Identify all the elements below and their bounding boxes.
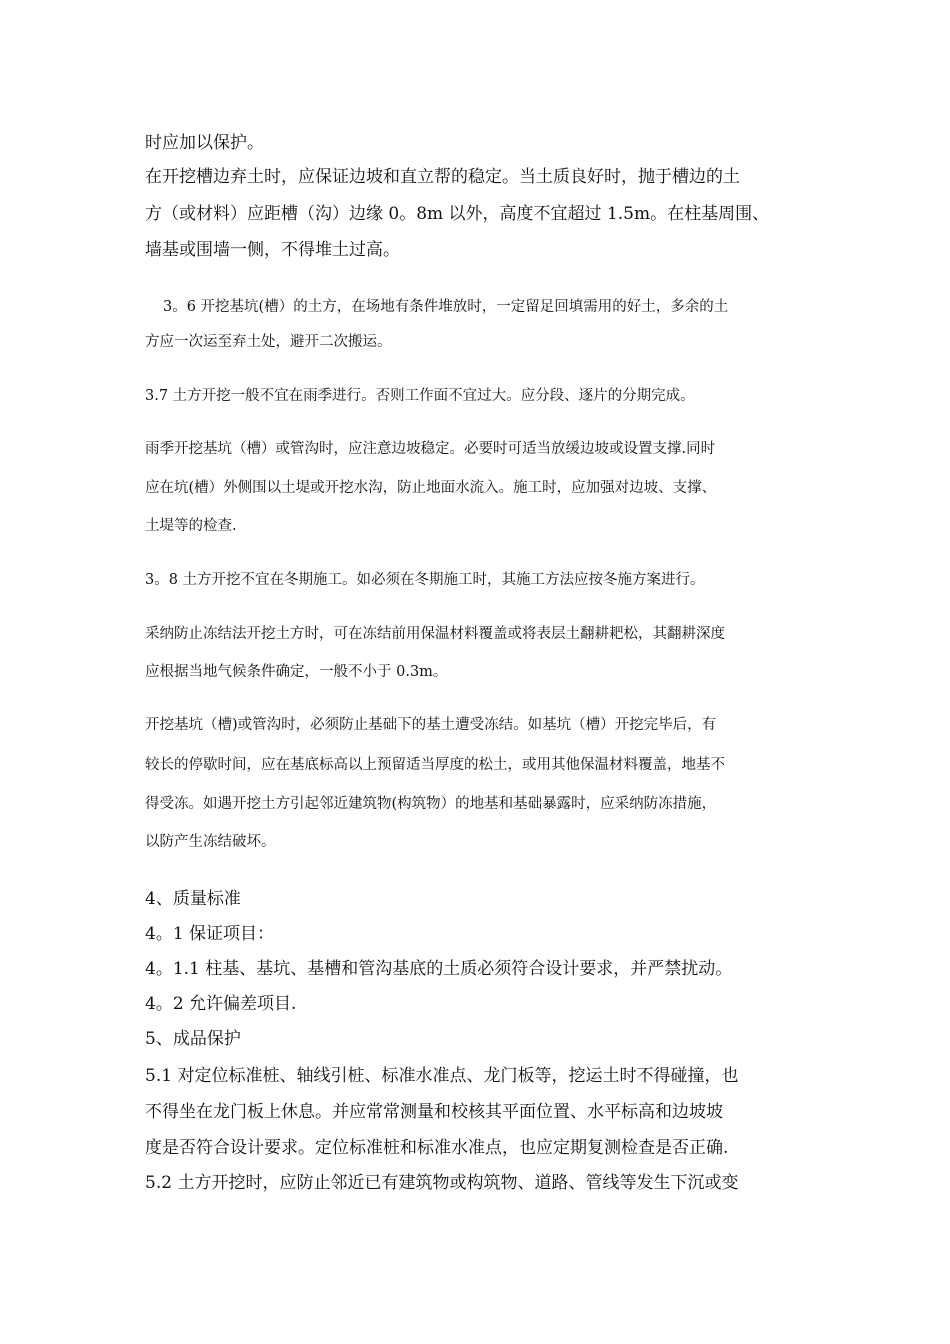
text-line: 雨季开挖基坑（槽）或管沟时，应注意边坡稳定。必要时可适当放缓边坡或设置支撑.同时 <box>145 441 716 457</box>
text-line: 3。6 开挖基坑(槽）的土方，在场地有条件堆放时，一定留足回填需用的好土，多余的土 <box>163 299 729 315</box>
section-heading: 5、成品保护 <box>145 1029 241 1049</box>
subsection-heading: 4。2 允许偏差项目. <box>145 994 297 1014</box>
text-line: 时应加以保护。 <box>145 133 264 153</box>
text-line: 开挖基坑（槽)或管沟时，必须防止基础下的基土遭受冻结。如基坑（槽）开挖完毕后，有 <box>145 717 717 733</box>
text-line: 以防产生冻结破坏。 <box>145 834 276 850</box>
text-line: 3。8 土方开挖不宜在冬期施工。如必须在冬期施工时，其施工方法应按冬施方案进行。 <box>145 572 705 588</box>
text-line: 5.1 对定位标准桩、轴线引桩、标准水准点、龙门板等，挖运土时不得碰撞，也 <box>145 1066 739 1086</box>
text-line: 不得坐在龙门板上休息。并应常常测量和校核其平面位置、水平标高和边坡坡 <box>145 1102 723 1122</box>
text-line: 方应一次运至弃土处，避开二次搬运。 <box>145 334 392 350</box>
text-line: 较长的停歇时间，应在基底标高以上预留适当厚度的松土，或用其他保温材料覆盖，地基不 <box>145 757 725 773</box>
text-line: 应根据当地气候条件确定，一般不小于 0.3m。 <box>145 664 448 680</box>
text-line: 3.7 土方开挖一般不宜在雨季进行。否则工作面不宜过大。应分段、逐片的分期完成。 <box>145 388 695 404</box>
section-heading: 4、质量标准 <box>145 889 241 909</box>
text-line: 土堤等的检查. <box>145 518 237 534</box>
text-line: 5.2 土方开挖时，应防止邻近已有建筑物或构筑物、道路、管线等发生下沉或变 <box>145 1173 739 1193</box>
text-line: 得受冻。如遇开挖土方引起邻近建筑物(构筑物）的地基和基础暴露时，应采纳防冻措施， <box>145 796 717 812</box>
text-line: 应在坑(槽）外侧围以土堤或开挖水沟，防止地面水流入。施工时，应加强对边坡、支撑、 <box>145 480 717 496</box>
text-line: 在开挖槽边弃土时，应保证边坡和直立帮的稳定。当土质良好时，抛于槽边的土 <box>145 167 740 187</box>
text-line: 墙基或围墙一侧，不得堆土过高。 <box>145 240 400 260</box>
text-line: 度是否符合设计要求。定位标准桩和标准水准点，也应定期复测检查是否正确. <box>145 1138 729 1158</box>
text-line: 方（或材料）应距槽（沟）边缘 0。8m 以外，高度不宜超过 1.5m。在柱基周围、 <box>145 204 770 224</box>
text-line: 4。1.1 柱基、基坑、基槽和管沟基底的土质必须符合设计要求，并严禁扰动。 <box>145 959 733 979</box>
subsection-heading: 4。1 保证项目： <box>145 924 275 944</box>
text-line: 采纳防止冻结法开挖土方时，可在冻结前用保温材料覆盖或将表层土翻耕耙松，其翻耕深度 <box>145 626 725 642</box>
